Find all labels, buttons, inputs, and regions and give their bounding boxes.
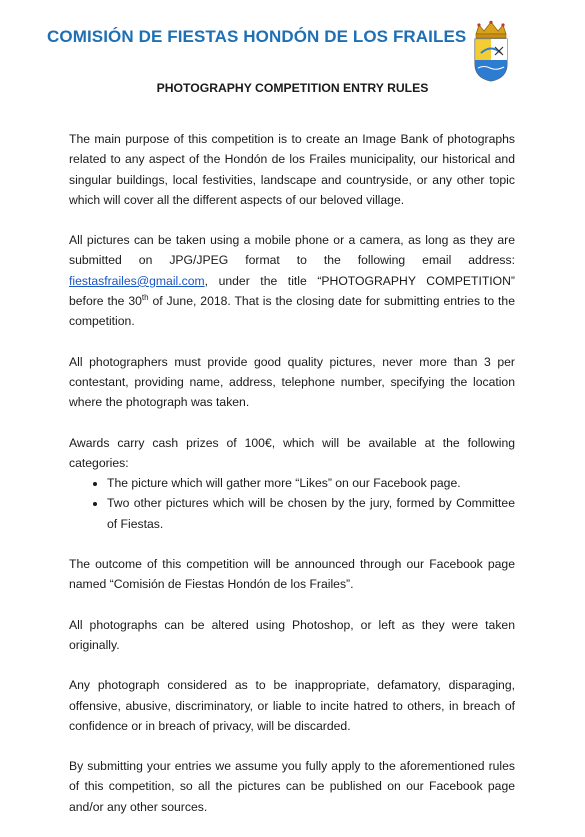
paragraph-purpose: The main purpose of this competition is to create an Image Bank of photographs related to any aspect of the Hondón de los Frailes municipality, our historical and singular buildings, local festivities, landscape and countryside, or any other topic which will cover all the different aspects of our beloved village. (69, 132, 515, 207)
paragraph-agreement: By submitting your entries we assume you fully apply to the aforementioned rules of this competition, so all the pictures can be published on our Facebook page and/or any other sources. (69, 759, 515, 814)
submission-text: All pictures can be taken using a mobile phone or a camera, as long as they are submitted on JPG/JPEG format to the following email address: (69, 233, 515, 268)
ordinal-suffix: th (141, 293, 149, 303)
list-item: • Two other pictures which will be chosen by the jury, formed by Committee of Fiestas. (107, 493, 515, 534)
awards-intro: Awards carry cash prizes of 100€, which will be available at the following categories: (69, 435, 515, 470)
paragraph-photoshop: All photographs can be altered using Photoshop, or left as they were taken originally. (69, 617, 515, 652)
organization-title: COMISIÓN DE FIESTAS HONDÓN DE LOS FRAILES (47, 27, 467, 46)
document-title: PHOTOGRAPHY COMPETITION ENTRY RULES (156, 81, 429, 95)
awards-list (69, 473, 515, 534)
document-body (69, 129, 515, 837)
paragraph-submission (69, 230, 515, 331)
coat-of-arms-icon (470, 20, 512, 82)
list-item: • The picture which will gather more “Likes” on our Facebook page. (107, 473, 515, 493)
paragraph-discard: Any photograph considered as to be inappropriate, defamatory, disparaging, offensive, abusive, discriminatory, or liable to incite hatred to others, in breach of confidence or in breach of privacy, will be discarded. (69, 678, 515, 733)
submission-text-2: , under the title “PHOTOGRAPHY COMPETITION” before the 30 (69, 273, 515, 309)
paragraph-outcome: The outcome of this competition will be announced through our Facebook page named “Comisión de Fiestas Hondón de los Frailes”. (69, 557, 515, 592)
submission-text-3: of June, 2018. That is the closing date for submitting entries to the competition. (69, 294, 515, 329)
paragraph-quality: All photographers must provide good quality pictures, never more than 3 per contestant, providing name, address, telephone number, specifying the location where the photograph was taken. (69, 354, 515, 410)
email-link[interactable]: fiestasfrailes@gmail.com (69, 273, 205, 288)
